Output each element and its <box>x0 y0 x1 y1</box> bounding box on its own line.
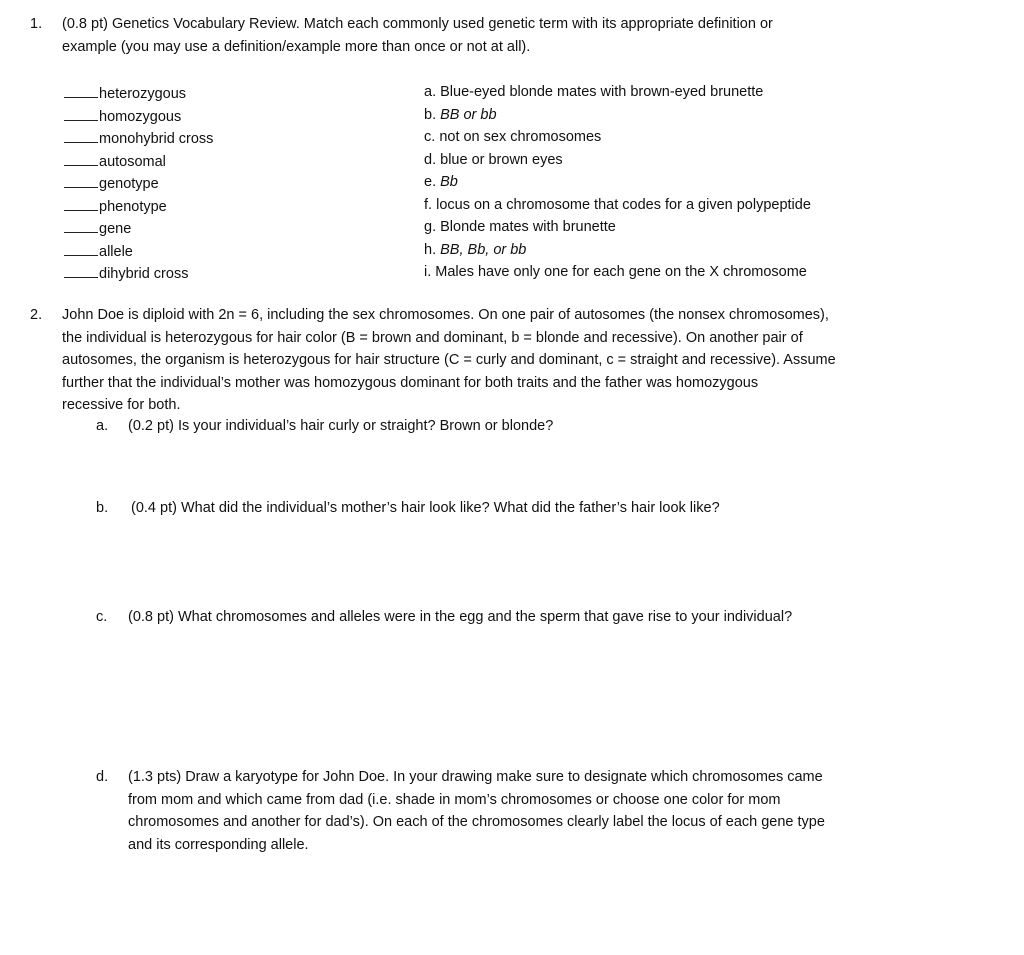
part-d-line: chromosomes and another for dad’s). On each of the chromosomes clearly label the locus of each gene type <box>128 814 825 830</box>
definition-label: c. <box>424 129 436 145</box>
definition-row <box>424 194 1004 217</box>
term-row <box>64 261 364 284</box>
part-d-label: d. <box>96 769 109 785</box>
definition-row <box>424 239 1004 262</box>
definition-row <box>424 104 1004 127</box>
definition-text: locus on a chromosome that codes for a given polypeptide <box>436 196 811 213</box>
question-1-header-line: example (you may use a definition/example more than once or not at all). <box>62 38 531 55</box>
question-1-number: 1. <box>30 16 43 32</box>
definition-row <box>424 261 1004 284</box>
part-c-text: (0.8 pt) What chromosomes and alleles were in the egg and the sperm that gave rise to your individual? <box>128 609 793 625</box>
answer-blank[interactable] <box>64 149 98 166</box>
term-label: autosomal <box>99 153 166 170</box>
question-2-line: autosomes, the organism is heterozygous for hair structure (C = curly and dominant, c = straight and recessive). Assume <box>62 352 836 368</box>
term-label: heterozygous <box>99 86 187 102</box>
question-2-line: recessive for both. <box>62 397 181 413</box>
term-label: allele <box>99 243 133 260</box>
definition-text: Blonde mates with brunette <box>440 219 616 235</box>
definition-row <box>424 171 1004 194</box>
term-label: gene <box>99 221 132 237</box>
definition-label: h. <box>424 241 437 258</box>
answer-blank[interactable] <box>64 216 98 233</box>
answer-blank[interactable] <box>64 171 98 188</box>
definition-text: Bb <box>440 174 458 190</box>
part-d-line: (1.3 pts) Draw a karyotype for John Doe. In your drawing make sure to designate which chromosomes came <box>128 769 823 785</box>
definition-label: g. <box>424 219 437 235</box>
term-row <box>64 171 364 194</box>
answer-blank[interactable] <box>64 104 98 121</box>
question-2-line: John Doe is diploid with 2n = 6, including the sex chromosomes. On one pair of autosomes (the nonsex chromosomes), <box>62 307 829 323</box>
part-a-label: a. <box>96 418 109 434</box>
definition-row <box>424 216 1004 239</box>
term-row <box>64 239 364 262</box>
question-2-line: the individual is heterozygous for hair color (B = brown and dominant, b = blonde and recessive). On another pair of <box>62 329 803 346</box>
term-label: phenotype <box>99 198 167 215</box>
term-row <box>64 81 364 104</box>
definition-label: e. <box>424 174 437 190</box>
term-row <box>64 104 364 127</box>
part-c-label: c. <box>96 609 108 625</box>
answer-blank[interactable] <box>64 194 98 211</box>
question-2-body <box>62 304 1012 417</box>
definition-text: BB or bb <box>440 106 497 123</box>
question-2-number: 2. <box>30 307 43 323</box>
term-row <box>64 149 364 172</box>
term-label: dihybrid cross <box>99 266 189 282</box>
definition-text: blue or brown eyes <box>440 151 563 168</box>
question-1-header <box>62 13 1002 58</box>
definition-text: Blue-eyed blonde mates with brown-eyed brunette <box>440 84 764 100</box>
definition-label: b. <box>424 106 437 123</box>
definition-text: Males have only one for each gene on the X chromosome <box>435 264 807 280</box>
answer-blank[interactable] <box>64 126 98 143</box>
term-list <box>64 81 364 284</box>
part-d-text <box>128 766 998 856</box>
term-row <box>64 194 364 217</box>
part-d-line: from mom and which came from dad (i.e. shade in mom’s chromosomes or choose one color for mom <box>128 791 781 808</box>
answer-blank[interactable] <box>64 81 98 98</box>
part-b-text: (0.4 pt) What did the individual’s mother’s hair look like? What did the father’s hair look like? <box>131 500 720 516</box>
term-row <box>64 216 364 239</box>
definition-row <box>424 81 1004 104</box>
answer-blank[interactable] <box>64 261 98 278</box>
part-b-label: b. <box>96 500 109 516</box>
definition-label: i. <box>424 264 432 280</box>
definition-label: f. <box>424 196 433 213</box>
definition-row <box>424 126 1004 149</box>
part-d-line: and its corresponding allele. <box>128 836 309 853</box>
definition-row <box>424 149 1004 172</box>
definition-text: not on sex chromosomes <box>439 129 602 145</box>
definition-text: BB, Bb, or bb <box>440 241 527 258</box>
question-1-header-line: (0.8 pt) Genetics Vocabulary Review. Match each commonly used genetic term with its appropriate definition or <box>62 16 773 32</box>
definition-label: d. <box>424 151 437 168</box>
definition-label: a. <box>424 84 437 100</box>
term-label: monohybrid cross <box>99 131 214 147</box>
part-a-text: (0.2 pt) Is your individual’s hair curly or straight? Brown or blonde? <box>128 418 554 434</box>
term-row <box>64 126 364 149</box>
question-2-line: further that the individual’s mother was homozygous dominant for both traits and the father was homozygous <box>62 374 759 391</box>
definition-list <box>424 81 1004 284</box>
term-label: genotype <box>99 176 159 192</box>
answer-blank[interactable] <box>64 239 98 256</box>
term-label: homozygous <box>99 108 182 125</box>
